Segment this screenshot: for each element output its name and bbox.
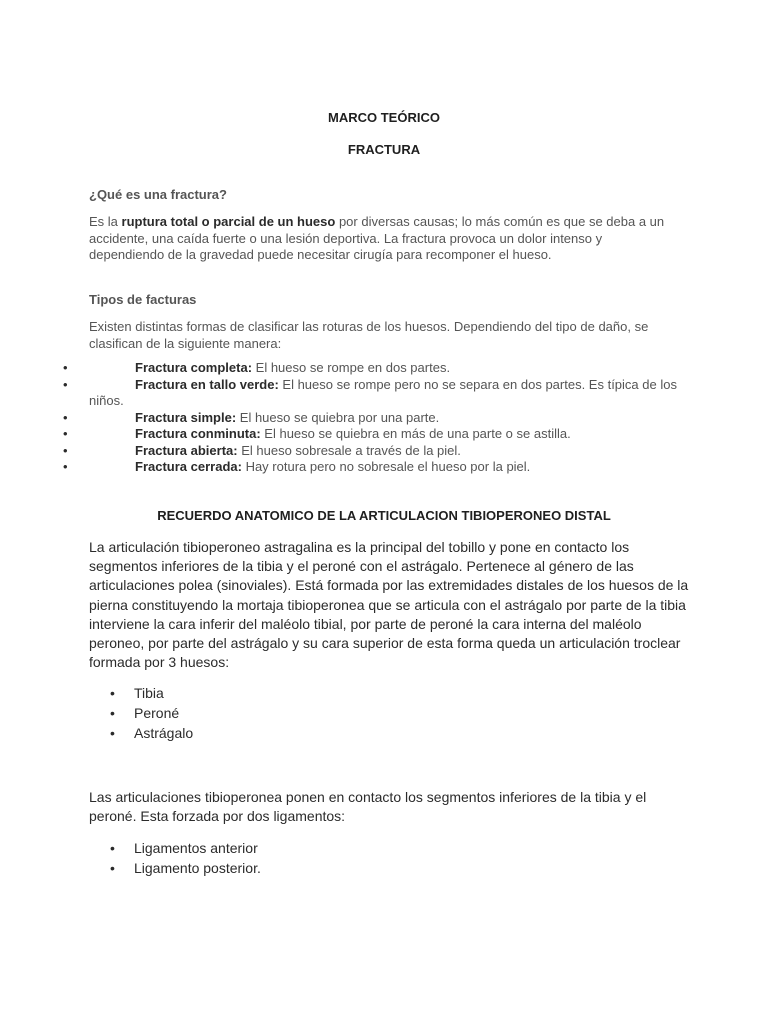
bones-list <box>0 683 700 744</box>
list-item <box>0 723 700 743</box>
bullet-icon: • <box>63 376 68 392</box>
fracture-desc: El hueso se rompe pero no se separa en dos partes. Es típica de los niños. <box>89 376 677 408</box>
list-item <box>0 703 700 723</box>
fracture-term: Fractura conminuta: <box>135 426 261 441</box>
list-item <box>0 410 700 427</box>
ligament-label: Ligamento posterior. <box>134 860 261 877</box>
page-subtitle: FRACTURA <box>347 142 421 157</box>
anatomy-paragraph: La articulación tibioperoneo astragalina es la principal del tobillo y pone en contacto los segmentos inferiores de la tibia y el peroné con el astrágalo. Pertenece al género de las articulaciones polea (sinoviales). Está formada por las extremidades distales de los huesos de la pierna constituyendo la mortaja tibioperonea que se articula con el astrágalo por parte de la tibia interviene la cara inferir del maléolo tibial, por parte de peroné la cara interna del maléolo peroneo, por parte del astrágalo y su cara superior de esta forma queda un articulación troclear formada por 3 huesos: <box>89 539 689 671</box>
fracture-term: Fractura completa: <box>135 360 253 375</box>
fracture-desc: El hueso sobresale a través de la piel. <box>237 442 461 458</box>
types-intro: Existen distintas formas de clasificar las roturas de los huesos. Dependiendo del tipo de daño, se clasifican de la siguiente manera: <box>89 319 649 351</box>
list-item <box>0 377 700 410</box>
bullet-icon: • <box>110 685 115 701</box>
bullet-icon: • <box>110 840 115 856</box>
definition-rest: por diversas causas; lo más común es que se deba a un accidente, una caída fuerte o una lesión deportiva. La fractura provoca un dolor intenso y dependiendo de la gravedad puede necesitar cirugía para recomponer el hueso. <box>89 214 665 262</box>
question-heading: ¿Qué es una fractura? <box>89 187 227 202</box>
bullet-icon: • <box>63 360 68 375</box>
list-item <box>0 426 700 443</box>
definition-prefix: Es la <box>89 214 122 229</box>
bullet-icon: • <box>110 725 115 742</box>
bullet-icon: • <box>110 705 115 722</box>
ligaments-paragraph: Las articulaciones tibioperonea ponen en contacto los segmentos inferiores de la tibia y el peroné. Esta forzada por dos ligamentos: <box>89 789 647 825</box>
list-item <box>0 838 700 858</box>
list-item <box>0 443 700 460</box>
bone-label: Tibia <box>134 685 164 701</box>
fracture-term: Fractura en tallo verde: <box>135 376 279 392</box>
ligaments-list <box>0 838 700 878</box>
anatomy-heading: RECUERDO ANATOMICO DE LA ARTICULACION TIBIOPERONEO DISTAL <box>157 508 611 523</box>
fracture-definition <box>89 214 679 264</box>
bullet-icon: • <box>110 860 115 877</box>
list-item <box>0 858 700 878</box>
bullet-icon: • <box>63 409 68 425</box>
bone-label: Astrágalo <box>134 725 194 742</box>
fracture-desc: El hueso se quiebra por una parte. <box>236 409 440 425</box>
fracture-term: Fractura simple: <box>135 409 237 425</box>
bullet-icon: • <box>63 459 68 474</box>
types-heading: Tipos de facturas <box>89 292 197 307</box>
fracture-desc: Hay rotura pero no sobresale el hueso por la piel. <box>241 459 531 474</box>
fracture-term: Fractura cerrada: <box>135 459 242 474</box>
fracture-desc: El hueso se quiebra en más de una parte o se astilla. <box>260 426 571 441</box>
bullet-icon: • <box>63 442 68 458</box>
list-item <box>0 360 700 377</box>
list-item <box>0 683 700 703</box>
ligament-label: Ligamentos anterior <box>134 840 258 856</box>
list-item <box>0 459 700 476</box>
fracture-term: Fractura abierta: <box>135 442 238 458</box>
definition-bold: ruptura total o parcial de un hueso <box>121 214 336 229</box>
fracture-desc: El hueso se rompe en dos partes. <box>252 360 451 375</box>
bullet-icon: • <box>63 426 68 441</box>
bone-label: Peroné <box>134 705 180 722</box>
fracture-types-list <box>0 360 700 476</box>
page-title: MARCO TEÓRICO <box>328 110 440 125</box>
